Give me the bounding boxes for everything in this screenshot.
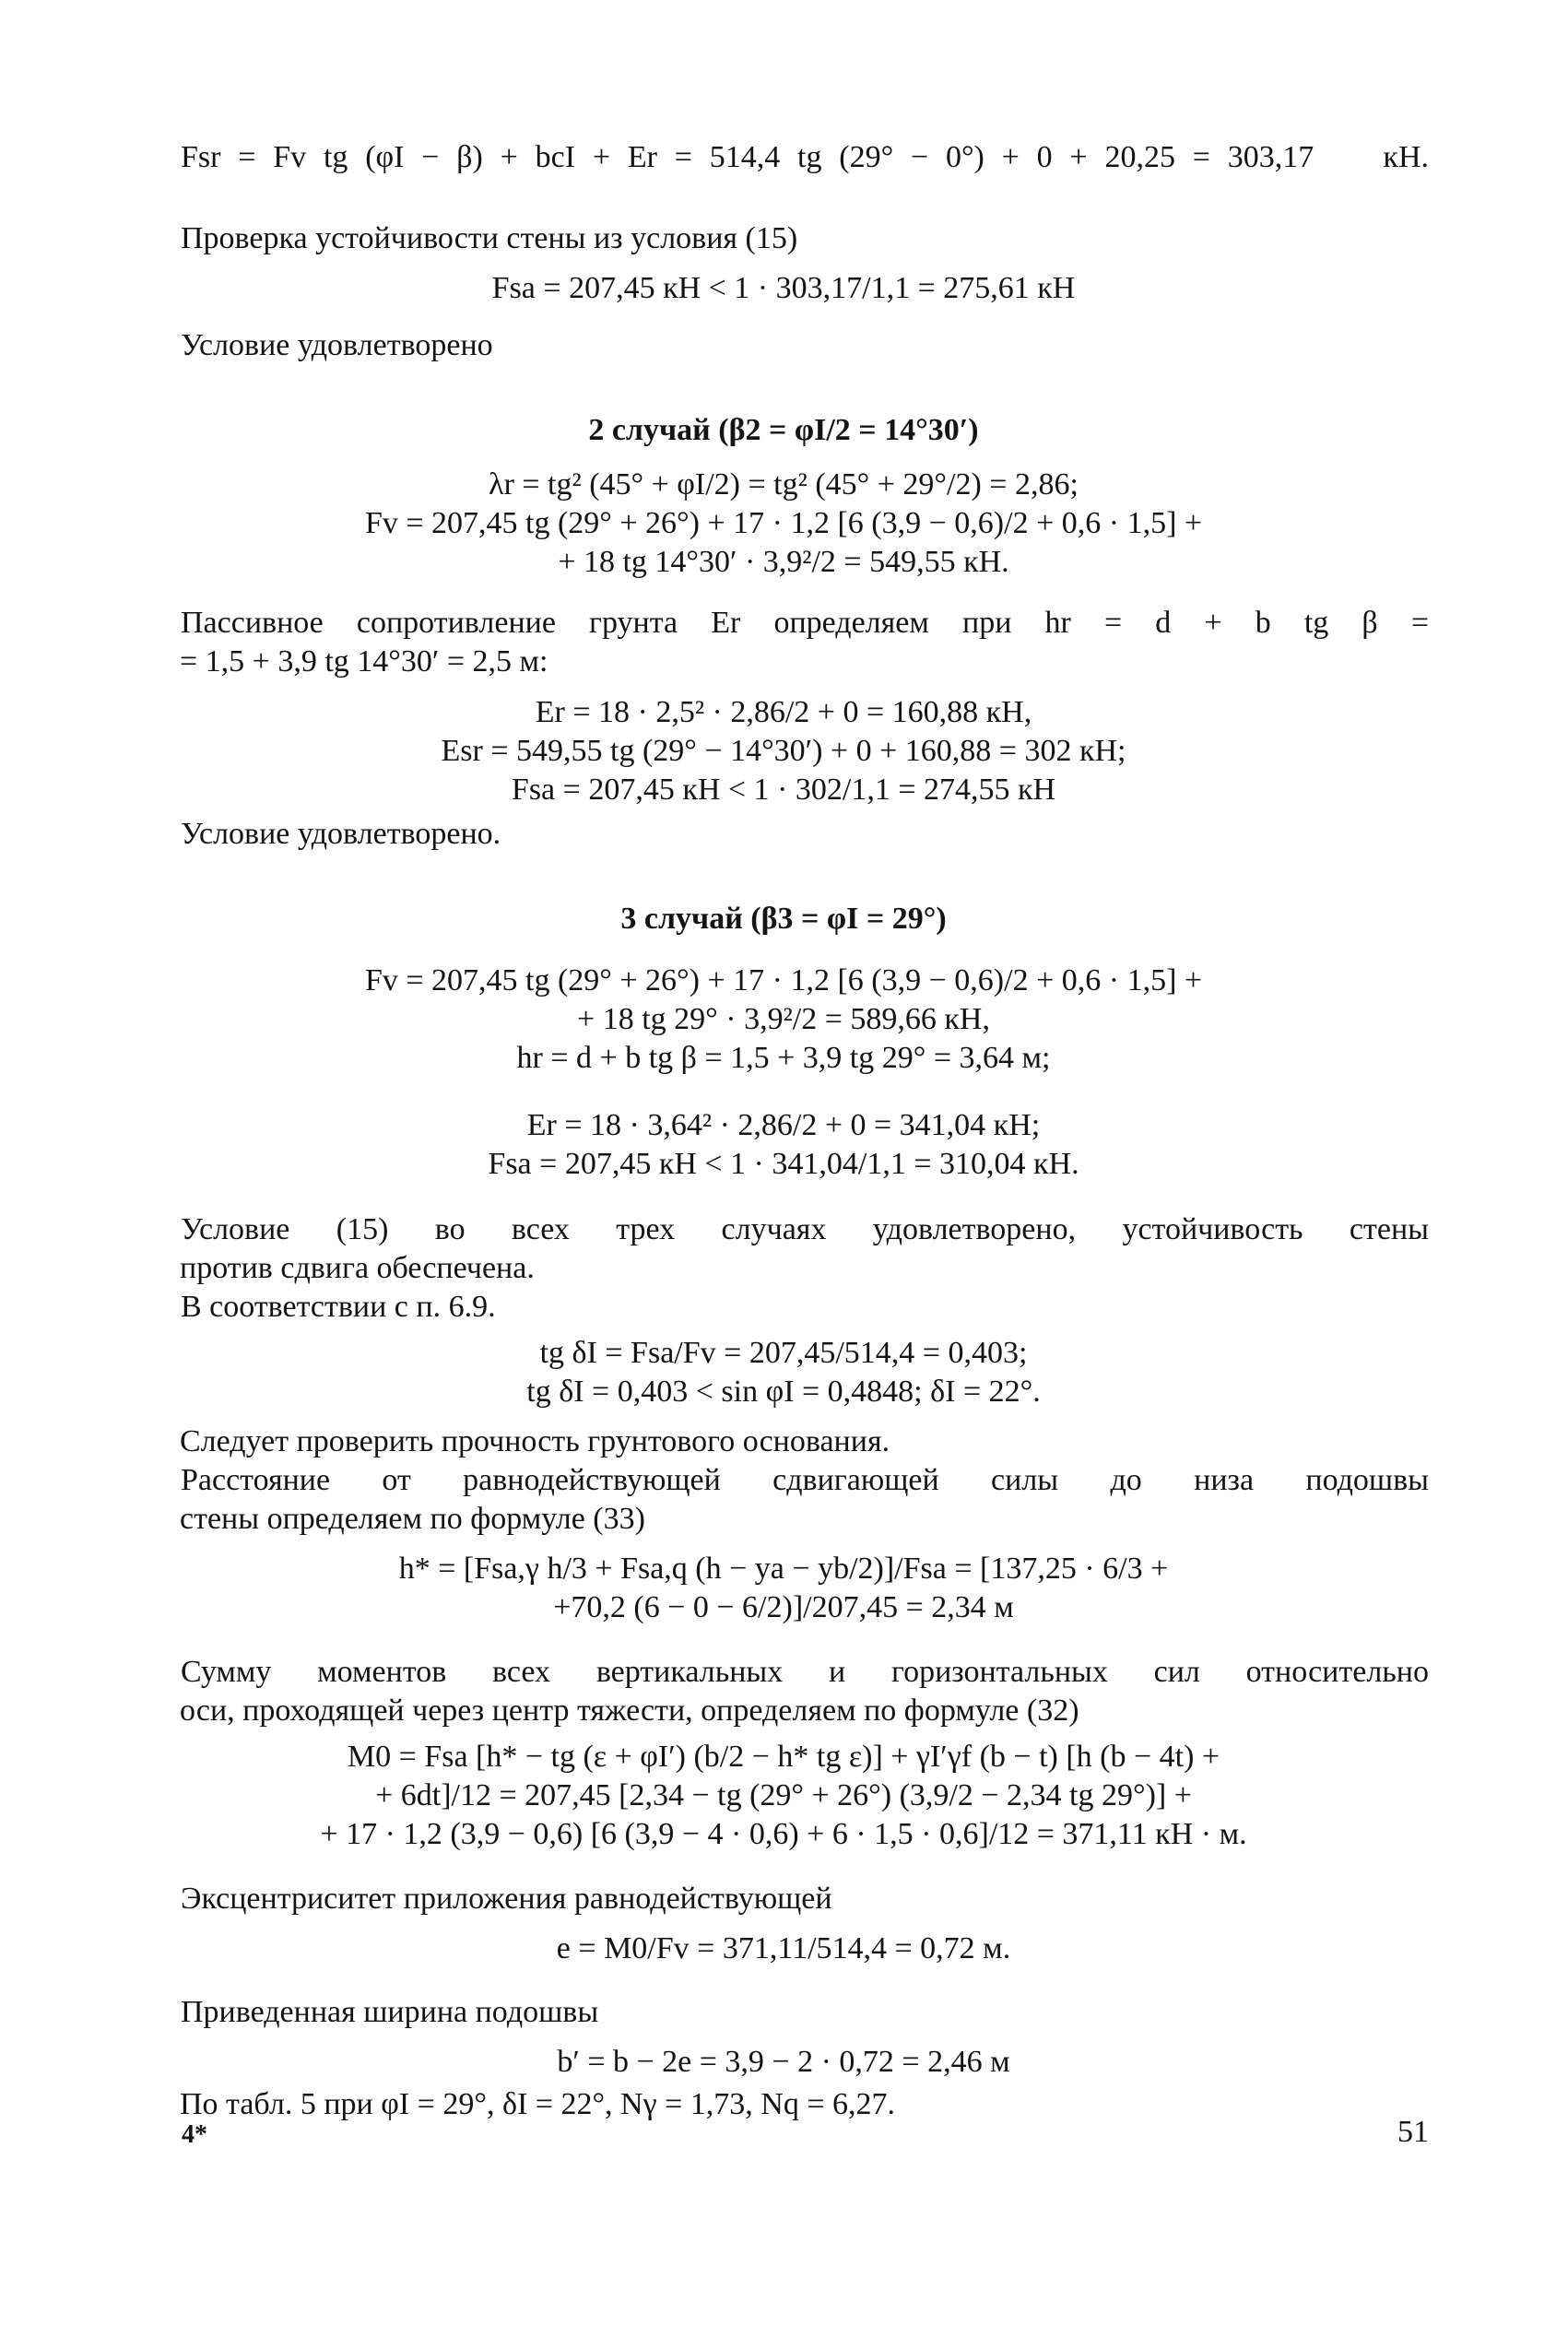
text-line-c2-eq3: + 18 tg 14°30′ · 3,9²/2 = 549,55 кН. [558, 545, 1009, 579]
text-line-p6-1: Расстояние от равнодействующей сдвигающей силы до низа подошвы [181, 1463, 1429, 1497]
text-line-eq-e: e = M0/Fv = 371,11/514,4 = 0,72 м. [556, 1931, 1011, 1965]
text-line-c2-eq4: Er = 18 · 2,5² · 2,86/2 + 0 = 160,88 кН, [535, 695, 1032, 729]
text-line-c2-eq5: Esr = 549,55 tg (29° − 14°30′) + 0 + 160,88 = 302 кН; [441, 734, 1126, 768]
text-line-eq-m2: + 6dt]/12 = 207,45 [2,34 − tg (29° + 26°) (3,9/2 − 2,34 tg 29°)] + [375, 1778, 1192, 1812]
page-number: 51 [1397, 2115, 1429, 2149]
text-line-p7-1: Сумму моментов всех вертикальных и горизонтальных сил относительно [181, 1655, 1429, 1689]
text-line-c2-eq6: Fsa = 207,45 кН < 1 · 302/1,1 = 274,55 кН [511, 773, 1056, 807]
text-line-case2-title: 2 случай (β2 = φI/2 = 14°30′) [588, 413, 979, 447]
text-line-eq-h2: +70,2 (6 − 0 − 6/2)]/207,45 = 2,34 м [553, 1590, 1014, 1624]
text-line-ok2: Условие удовлетворено. [181, 817, 501, 851]
text-line-eq-b: b′ = b − 2e = 3,9 − 2 · 0,72 = 2,46 м [557, 2045, 1010, 2079]
text-line-eq-tg1: tg δI = Fsa/Fv = 207,45/514,4 = 0,403; [539, 1336, 1028, 1370]
text-line-p4: В соответствии с п. 6.9. [181, 1290, 496, 1324]
text-line-p8: Эксцентриситет приложения равнодействующей [181, 1882, 832, 1916]
text-line-c3-eq4: Er = 18 · 3,64² · 2,86/2 + 0 = 341,04 кН; [526, 1108, 1041, 1142]
text-line-eq-fsr: Fsr = Fv tg (φI − β) + bcI + Er = 514,4 tg (29° − 0°) + 0 + 20,25 = 303,17 кН. [181, 140, 1429, 174]
printer-signature: 4* [182, 2120, 207, 2149]
text-line-c2-eq1: λr = tg² (45° + φI/2) = tg² (45° + 29°/2) = 2,86; [489, 467, 1079, 502]
text-line-p6-2: стены определяем по формуле (33) [180, 1502, 645, 1536]
text-line-eq-m3: + 17 · 1,2 (3,9 − 0,6) [6 (3,9 − 4 · 0,6) + 6 · 1,5 · 0,6]/12 = 371,11 кН · м. [320, 1817, 1247, 1851]
text-line-c3-eq2: + 18 tg 29° · 3,9²/2 = 589,66 кН, [577, 1002, 990, 1036]
text-line-ok1: Условие удовлетворено [181, 328, 493, 362]
text-line-check-title: Проверка устойчивости стены из условия (15) [181, 221, 798, 255]
text-line-c2-p1: Пассивное сопротивление грунта Er определяем при hr = d + b tg β = [181, 606, 1429, 640]
text-line-p3-2: против сдвига обеспечена. [180, 1251, 535, 1285]
text-line-check-eq: Fsa = 207,45 кН < 1 · 303,17/1,1 = 275,61 кН [491, 271, 1076, 305]
text-line-c3-eq3: hr = d + b tg β = 1,5 + 3,9 tg 29° = 3,64 м; [516, 1041, 1051, 1075]
text-line-p10: По табл. 5 при φI = 29°, δI = 22°, Nγ = 1,73, Nq = 6,27. [180, 2087, 896, 2121]
text-line-eq-m1: M0 = Fsa [h* − tg (ε + φI′) (b/2 − h* tg ε)] + γI′γf (b − t) [h (b − 4t) + [347, 1740, 1220, 1774]
text-line-p5: Следует проверить прочность грунтового основания. [180, 1424, 890, 1458]
text-line-p7-2: оси, проходящей через центр тяжести, определяем по формуле (32) [180, 1694, 1079, 1728]
text-line-eq-tg2: tg δI = 0,403 < sin φI = 0,4848; δI = 22°. [526, 1375, 1041, 1409]
text-line-c2-eq2: Fv = 207,45 tg (29° + 26°) + 17 · 1,2 [6 (3,9 − 0,6)/2 + 0,6 · 1,5] + [364, 506, 1203, 540]
text-line-c2-p2: = 1,5 + 3,9 tg 14°30′ = 2,5 м: [180, 644, 548, 679]
text-line-case3-title: 3 случай (β3 = φI = 29°) [620, 902, 947, 936]
text-line-p9: Приведенная ширина подошвы [181, 1995, 599, 2029]
text-line-p3-1: Условие (15) во всех трех случаях удовлетворено, устойчивость стены [181, 1212, 1429, 1246]
text-line-c3-eq5: Fsa = 207,45 кН < 1 · 341,04/1,1 = 310,04 кН. [488, 1147, 1079, 1181]
text-line-eq-h1: h* = [Fsa,γ h/3 + Fsa,q (h − ya − yb/2)]/Fsa = [137,25 · 6/3 + [398, 1552, 1169, 1586]
text-line-c3-eq1: Fv = 207,45 tg (29° + 26°) + 17 · 1,2 [6 (3,9 − 0,6)/2 + 0,6 · 1,5] + [364, 963, 1203, 997]
